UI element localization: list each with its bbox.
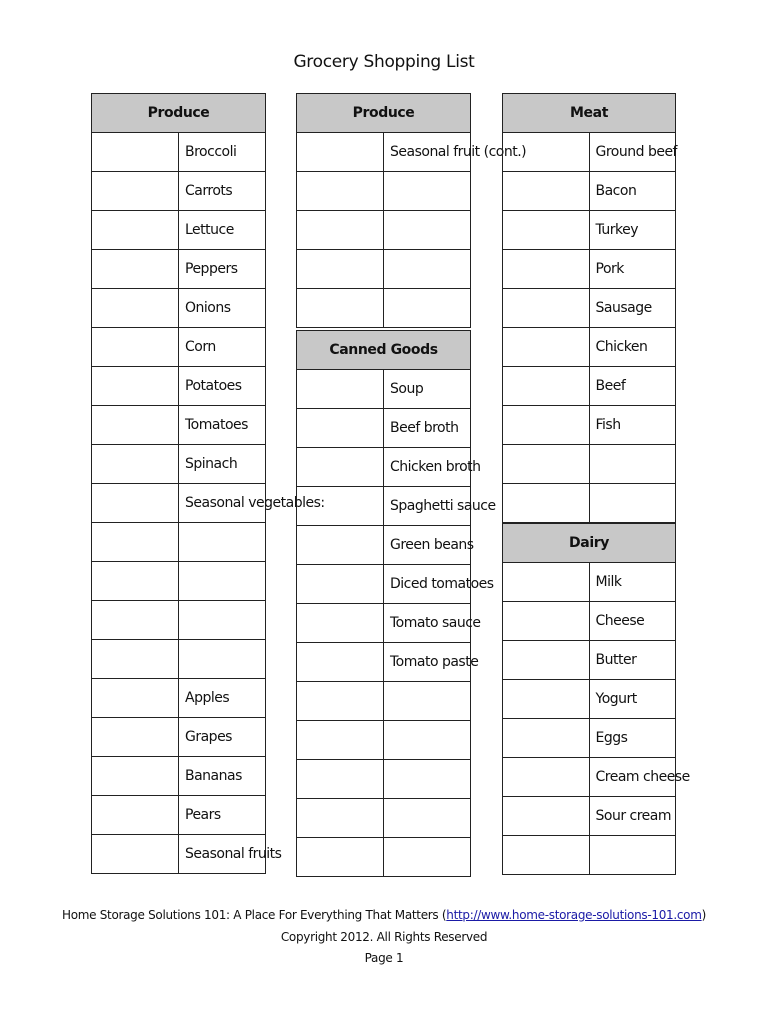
list-row: [297, 838, 471, 877]
list-item: Tomatoes: [179, 406, 266, 445]
list-row: [297, 133, 471, 172]
list-row: [503, 719, 676, 758]
checkbox-cell[interactable]: [503, 758, 590, 797]
checkbox-cell[interactable]: [297, 487, 384, 526]
checkbox-cell[interactable]: [92, 796, 179, 835]
checkbox-cell[interactable]: [503, 328, 590, 367]
list-item: [179, 640, 266, 679]
list-row: [503, 133, 676, 172]
page-title: Grocery Shopping List: [293, 52, 475, 72]
list-row: [92, 250, 266, 289]
list-row: [92, 718, 266, 757]
list-row: [503, 797, 676, 836]
list-item: Yogurt: [589, 680, 676, 719]
list-item: [179, 601, 266, 640]
list-item: [384, 211, 471, 250]
list-row: [297, 682, 471, 721]
list-row: [503, 367, 676, 406]
list-item: Pears: [179, 796, 266, 835]
checkbox-cell[interactable]: [297, 565, 384, 604]
list-item: [384, 172, 471, 211]
list-row: [92, 367, 266, 406]
checkbox-cell[interactable]: [297, 721, 384, 760]
checkbox-cell[interactable]: [503, 211, 590, 250]
list-item: [589, 484, 676, 523]
section-header-produce: Produce: [92, 94, 266, 133]
list-row: [92, 406, 266, 445]
list-row: [503, 406, 676, 445]
list-row: [503, 445, 676, 484]
list-row: [297, 172, 471, 211]
checkbox-cell[interactable]: [297, 172, 384, 211]
checkbox-cell[interactable]: [503, 289, 590, 328]
checkbox-cell[interactable]: [92, 445, 179, 484]
list-row: [92, 601, 266, 640]
footer-site-name: Home Storage Solutions 101: A Place For Everything That Matters (: [61, 908, 447, 922]
list-row: [297, 760, 471, 799]
checkbox-cell[interactable]: [503, 680, 590, 719]
list-item: Onions: [179, 289, 266, 328]
list-row: [92, 523, 266, 562]
list-row: [503, 758, 676, 797]
list-row: [92, 562, 266, 601]
list-row: [297, 721, 471, 760]
list-row: [503, 484, 676, 523]
list-item: Cream cheese: [589, 758, 676, 797]
checkbox-cell[interactable]: [92, 172, 179, 211]
checkbox-cell[interactable]: [503, 719, 590, 758]
list-item: Ground beef: [589, 133, 676, 172]
list-row: [92, 133, 266, 172]
dairy-table: [502, 523, 690, 875]
footer-paren-close: ): [701, 908, 707, 922]
list-item: [179, 562, 266, 601]
checkbox-cell[interactable]: [92, 718, 179, 757]
list-item: Green beans: [384, 526, 471, 565]
list-item: Tomato paste: [384, 643, 471, 682]
checkbox-cell[interactable]: [92, 406, 179, 445]
list-row: [92, 796, 266, 835]
meat-table: [502, 93, 676, 523]
list-item: Seasonal vegetables:: [179, 484, 266, 523]
list-row: [503, 250, 676, 289]
checkbox-cell[interactable]: [92, 289, 179, 328]
list-item: Sour cream: [589, 797, 676, 836]
list-row: [297, 799, 471, 838]
list-item: Turkey: [589, 211, 676, 250]
list-item: [384, 721, 471, 760]
list-item: [589, 836, 676, 875]
list-item: Potatoes: [179, 367, 266, 406]
checkbox-cell[interactable]: [297, 604, 384, 643]
list-row: [297, 643, 471, 682]
list-row: [92, 211, 266, 250]
list-row: [297, 604, 471, 643]
list-row: [92, 484, 266, 523]
list-item: [384, 250, 471, 289]
list-item: [384, 682, 471, 721]
list-item: [179, 523, 266, 562]
list-row: [92, 328, 266, 367]
checkbox-cell[interactable]: [297, 133, 384, 172]
list-item: Grapes: [179, 718, 266, 757]
list-item: Bananas: [179, 757, 266, 796]
section-header-dairy: Dairy: [503, 524, 676, 563]
list-item: Fish: [589, 406, 676, 445]
list-row: [297, 289, 471, 328]
checkbox-cell[interactable]: [503, 602, 590, 641]
footer-page-number: Page 1: [364, 951, 404, 965]
checkbox-cell[interactable]: [297, 643, 384, 682]
list-item: Lettuce: [179, 211, 266, 250]
checkbox-cell[interactable]: [92, 367, 179, 406]
checkbox-cell[interactable]: [297, 838, 384, 877]
list-item: Bacon: [589, 172, 676, 211]
list-row: [92, 289, 266, 328]
list-item: Seasonal fruits: [179, 835, 266, 874]
list-row: [503, 836, 676, 875]
list-row: [297, 487, 471, 526]
checkbox-cell[interactable]: [297, 682, 384, 721]
section-header-produce-cont: Produce: [297, 94, 471, 133]
list-item: Diced tomatoes: [384, 565, 471, 604]
list-row: [92, 679, 266, 718]
checkbox-cell[interactable]: [297, 760, 384, 799]
list-row: [92, 640, 266, 679]
list-row: [297, 526, 471, 565]
checkbox-cell[interactable]: [297, 409, 384, 448]
checkbox-cell[interactable]: [92, 835, 179, 874]
checkbox-cell[interactable]: [297, 289, 384, 328]
list-row: [503, 680, 676, 719]
footer-site-link[interactable]: http://www.home-storage-solutions-101.com: [446, 908, 702, 922]
checkbox-cell[interactable]: [503, 563, 590, 602]
checkbox-cell[interactable]: [503, 406, 590, 445]
footer-copyright: Copyright 2012. All Rights Reserved: [280, 930, 488, 944]
list-row: [297, 448, 471, 487]
list-row: [503, 172, 676, 211]
checkbox-cell[interactable]: [92, 679, 179, 718]
checkbox-cell[interactable]: [92, 640, 179, 679]
section-header-canned-goods: Canned Goods: [297, 331, 471, 370]
list-row: [297, 211, 471, 250]
list-item: Spinach: [179, 445, 266, 484]
checkbox-cell[interactable]: [503, 641, 590, 680]
checkbox-cell[interactable]: [503, 367, 590, 406]
list-row: [503, 602, 676, 641]
list-item: Corn: [179, 328, 266, 367]
list-item: Beef: [589, 367, 676, 406]
list-item: Peppers: [179, 250, 266, 289]
list-item: [384, 289, 471, 328]
checkbox-cell[interactable]: [297, 526, 384, 565]
checkbox-cell[interactable]: [503, 172, 590, 211]
list-row: [503, 563, 676, 602]
list-row: [92, 172, 266, 211]
list-row: [503, 328, 676, 367]
list-row: [297, 565, 471, 604]
list-item: [384, 838, 471, 877]
produce-table: [91, 93, 325, 874]
list-row: [297, 370, 471, 409]
checkbox-cell[interactable]: [92, 757, 179, 796]
checkbox-cell[interactable]: [503, 836, 590, 875]
checkbox-cell[interactable]: [92, 211, 179, 250]
list-item: Cheese: [589, 602, 676, 641]
list-row: [503, 289, 676, 328]
checkbox-cell[interactable]: [297, 799, 384, 838]
list-item: Carrots: [179, 172, 266, 211]
list-item: Butter: [589, 641, 676, 680]
list-item: Beef broth: [384, 409, 471, 448]
list-row: [503, 641, 676, 680]
list-item: Soup: [384, 370, 471, 409]
checkbox-cell[interactable]: [297, 448, 384, 487]
checkbox-cell[interactable]: [297, 250, 384, 289]
list-row: [92, 445, 266, 484]
checkbox-cell[interactable]: [92, 601, 179, 640]
list-item: Apples: [179, 679, 266, 718]
list-row: [92, 835, 266, 874]
list-item: Pork: [589, 250, 676, 289]
list-item: Sausage: [589, 289, 676, 328]
checkbox-cell[interactable]: [503, 133, 590, 172]
list-item: [384, 799, 471, 838]
canned-goods-table: [296, 330, 496, 877]
checkbox-cell[interactable]: [297, 370, 384, 409]
list-row: [92, 757, 266, 796]
list-item: Tomato sauce: [384, 604, 471, 643]
list-row: [503, 211, 676, 250]
list-item: Chicken broth: [384, 448, 471, 487]
list-row: [297, 409, 471, 448]
list-item: Broccoli: [179, 133, 266, 172]
list-row: [297, 250, 471, 289]
checkbox-cell[interactable]: [92, 328, 179, 367]
checkbox-cell[interactable]: [92, 562, 179, 601]
list-item: Milk: [589, 563, 676, 602]
list-item: Seasonal fruit (cont.): [384, 133, 471, 172]
checkbox-cell[interactable]: [503, 797, 590, 836]
checkbox-cell[interactable]: [297, 211, 384, 250]
checkbox-cell[interactable]: [92, 484, 179, 523]
list-item: Spaghetti sauce: [384, 487, 471, 526]
section-header-meat: Meat: [503, 94, 676, 133]
list-item: Chicken: [589, 328, 676, 367]
list-item: [384, 760, 471, 799]
checkbox-cell[interactable]: [503, 250, 590, 289]
checkbox-cell[interactable]: [503, 445, 590, 484]
checkbox-cell[interactable]: [92, 133, 179, 172]
list-item: [589, 445, 676, 484]
checkbox-cell[interactable]: [92, 250, 179, 289]
list-item: Eggs: [589, 719, 676, 758]
checkbox-cell[interactable]: [92, 523, 179, 562]
footer-line-1: [0, 908, 768, 922]
checkbox-cell[interactable]: [503, 484, 590, 523]
produce-cont-table: [296, 93, 527, 328]
